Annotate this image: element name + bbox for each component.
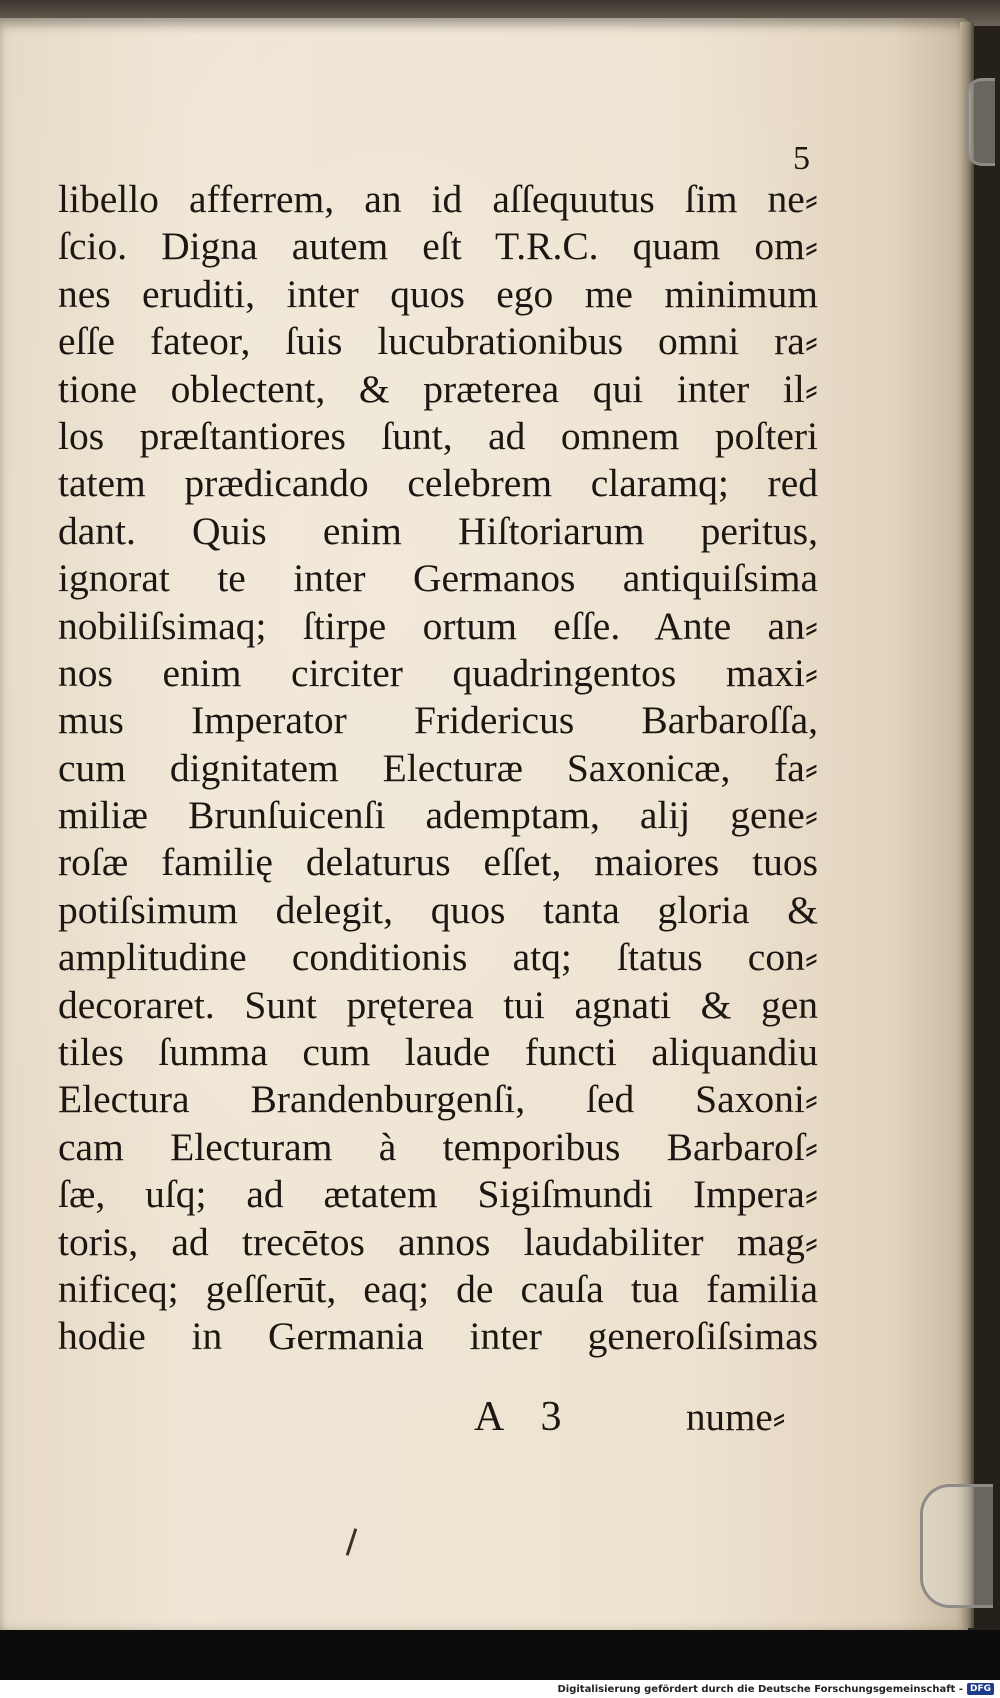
binding-clip-bottom [920,1484,993,1608]
text-line: cum dignitatem Electuræ Saxonicæ, fa⸗ [58,745,818,790]
body-text [58,176,818,1361]
text-line: libello afferrem, an id aſſequutus ſim ne⸗ [58,177,818,221]
text-line: hodie in Germania inter generoſiſsimas [58,1314,818,1359]
page-footer [0,1393,968,1447]
text-line: roſæ familię delaturus eſſet, maiores tuos [58,840,818,885]
text-line: nos enim circiter quadringentos maxi⸗ [58,650,818,695]
text-line: eſſe fateor, ſuis lucubrationibus omni ra⸗ [58,319,818,364]
catchword: nume⸗ [686,1396,786,1439]
page-number: 5 [793,140,810,177]
binding-clip-top [966,78,995,166]
digitization-credit [0,1680,1000,1698]
text-line: nificeq; geſſerūt, eaq; de cauſa tua familia [58,1266,818,1311]
text-line: cam Electuram à temporibus Barbaroſ⸗ [58,1124,818,1169]
pen-mark [346,1528,358,1556]
signature-mark: A 3 [474,1394,576,1440]
text-line: Electura Brandenburgenſi, ſed Saxoni⸗ [58,1077,818,1122]
text-line: tiles ſumma cum laude functi aliquandiu [58,1030,818,1075]
text-line: miliæ Brunſuicenſi ademptam, alij gene⸗ [58,793,818,838]
text-line: decoraret. Sunt pręterea tui agnati & gen [58,982,818,1027]
text-line: potiſsimum delegit, quos tanta gloria & [58,887,818,932]
text-line: amplitudine conditionis atq; ſtatus con⸗ [58,935,818,980]
text-line: ſæ, uſq; ad ætatem Sigiſmundi Impera⸗ [58,1172,818,1217]
text-line: tatem prædicando celebrem claramq; red [58,461,818,506]
text-line: tione oblectent, & præterea qui inter il⸗ [58,366,818,411]
text-line: ſcio. Digna autem eſt T.R.C. quam om⸗ [58,224,818,269]
text-line: mus Imperator Fridericus Barbaroſſa, [58,698,818,743]
paper-page [0,18,968,1630]
credit-text: Digitalisierung gefördert durch die Deutsche Forschungsgemeinschaft - [557,1683,963,1695]
text-line: nobiliſsimaq; ſtirpe ortum eſſe. Ante an⸗ [58,603,818,648]
text-line: toris, ad trecētos annos laudabiliter mag⸗ [58,1219,818,1264]
text-line: los præſtantiores ſunt, ad omnem poſteri [58,413,818,458]
text-line: nes eruditi, inter quos ego me minimum [58,271,818,316]
page-edge [960,22,974,1628]
text-line: dant. Quis enim Hiſtoriarum peritus, [58,508,818,553]
scan-background [0,1630,1000,1680]
text-line: ignorat te inter Germanos antiquiſsima [58,556,818,601]
dfg-logo: DFG [967,1683,994,1695]
